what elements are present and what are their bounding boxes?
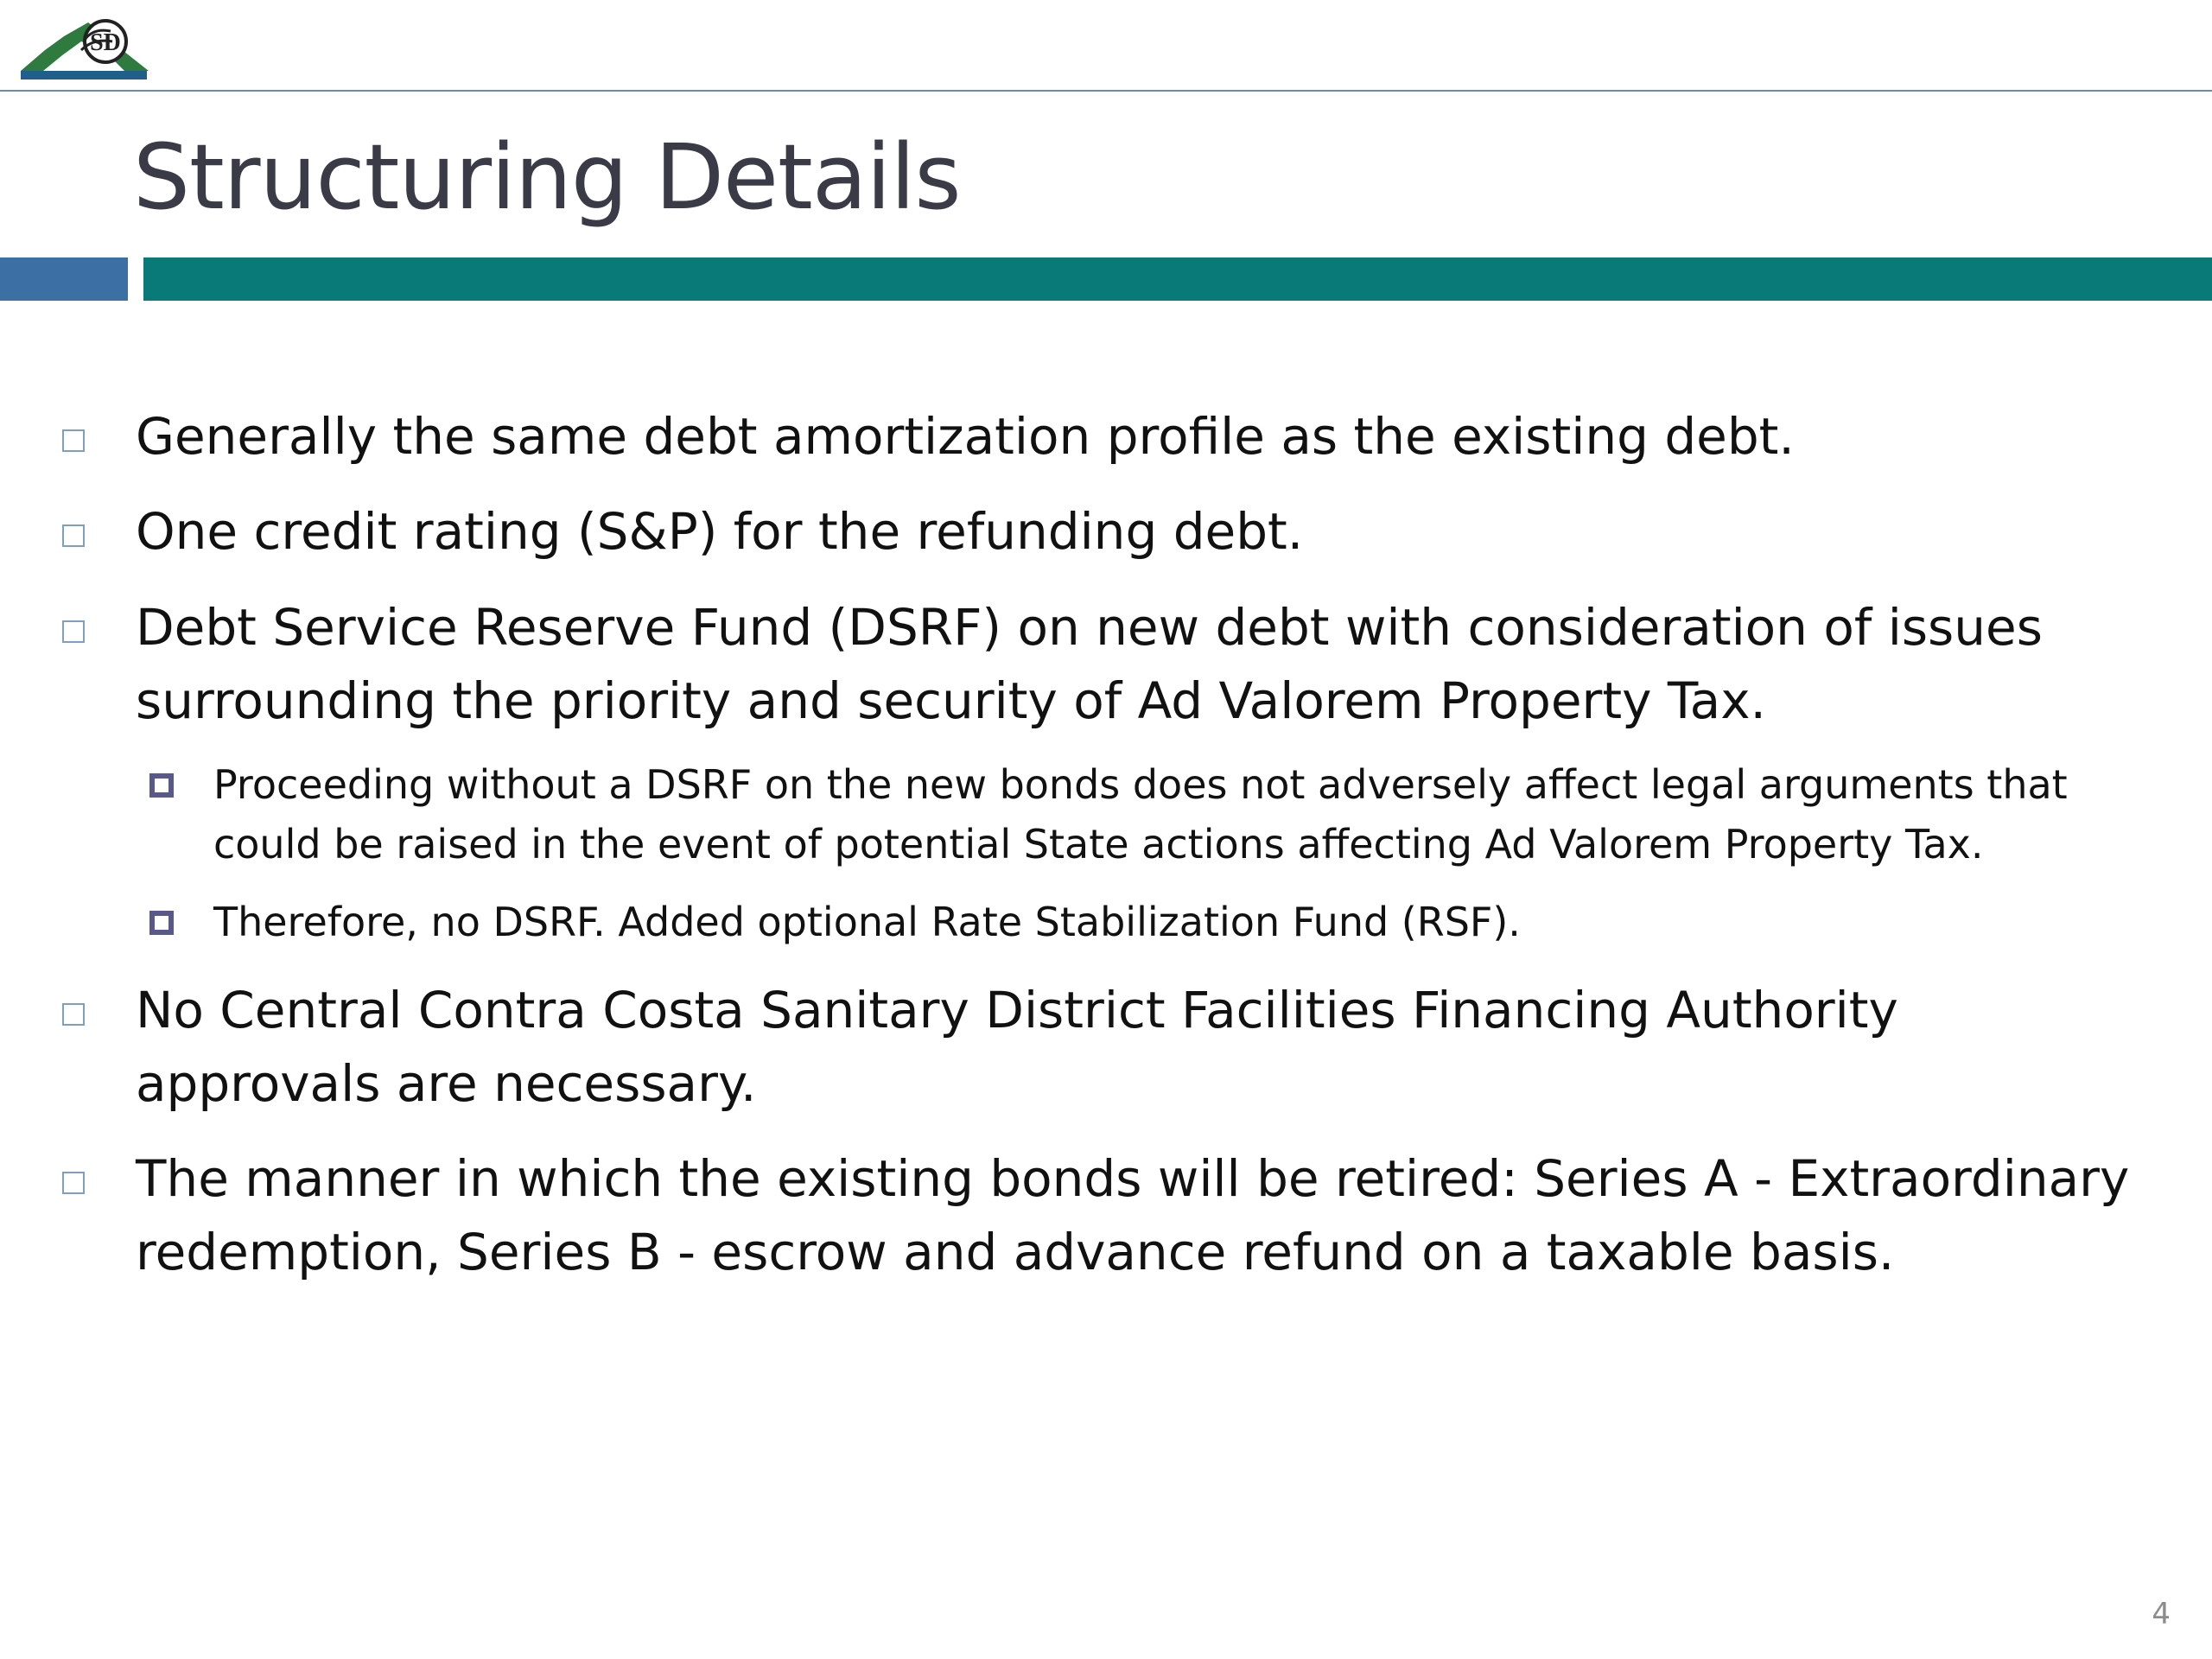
accent-band-left bbox=[0, 257, 128, 301]
svg-text:SD: SD bbox=[90, 29, 121, 56]
header-divider bbox=[0, 90, 2212, 92]
bullet-item: Generally the same debt amortization profile as the existing debt. bbox=[136, 407, 1795, 466]
page-number: 4 bbox=[2152, 1597, 2171, 1631]
bullet-item: No Central Contra Costa Sanitary District Facilities Financing Authority approvals are necessary. bbox=[136, 981, 1898, 1113]
bullet-item: One credit rating (S&P) for the refunding debt. bbox=[136, 502, 1304, 561]
square-bullet-icon bbox=[62, 524, 85, 547]
bullet-item: Debt Service Reserve Fund (DSRF) on new debt with consideration of issues surrounding the priority and security of Ad Valorem Property Tax. bbox=[136, 598, 2043, 730]
square-bullet-icon bbox=[62, 620, 85, 643]
sub-bullet-item: Proceeding without a DSRF on the new bonds does not adversely affect legal arguments that could be raised in the event of potential State actions affecting Ad Valorem Property Tax. bbox=[213, 761, 2068, 868]
square-bullet-icon bbox=[62, 1172, 85, 1194]
square-bullet-icon bbox=[62, 1003, 85, 1026]
accent-band-right bbox=[143, 257, 2212, 301]
filled-square-bullet-icon bbox=[149, 911, 174, 935]
sub-bullet-item: Therefore, no DSRF. Added optional Rate Stabilization Fund (RSF). bbox=[213, 899, 1521, 945]
bullet-item: The manner in which the existing bonds will be retired: Series A - Extraordinary redemption, Series B - escrow and advance refund on a taxable basis. bbox=[136, 1149, 2130, 1281]
filled-square-bullet-icon bbox=[149, 773, 174, 798]
square-bullet-icon bbox=[62, 429, 85, 452]
district-logo bbox=[19, 16, 149, 83]
slide-title: Structuring Details bbox=[133, 124, 961, 230]
